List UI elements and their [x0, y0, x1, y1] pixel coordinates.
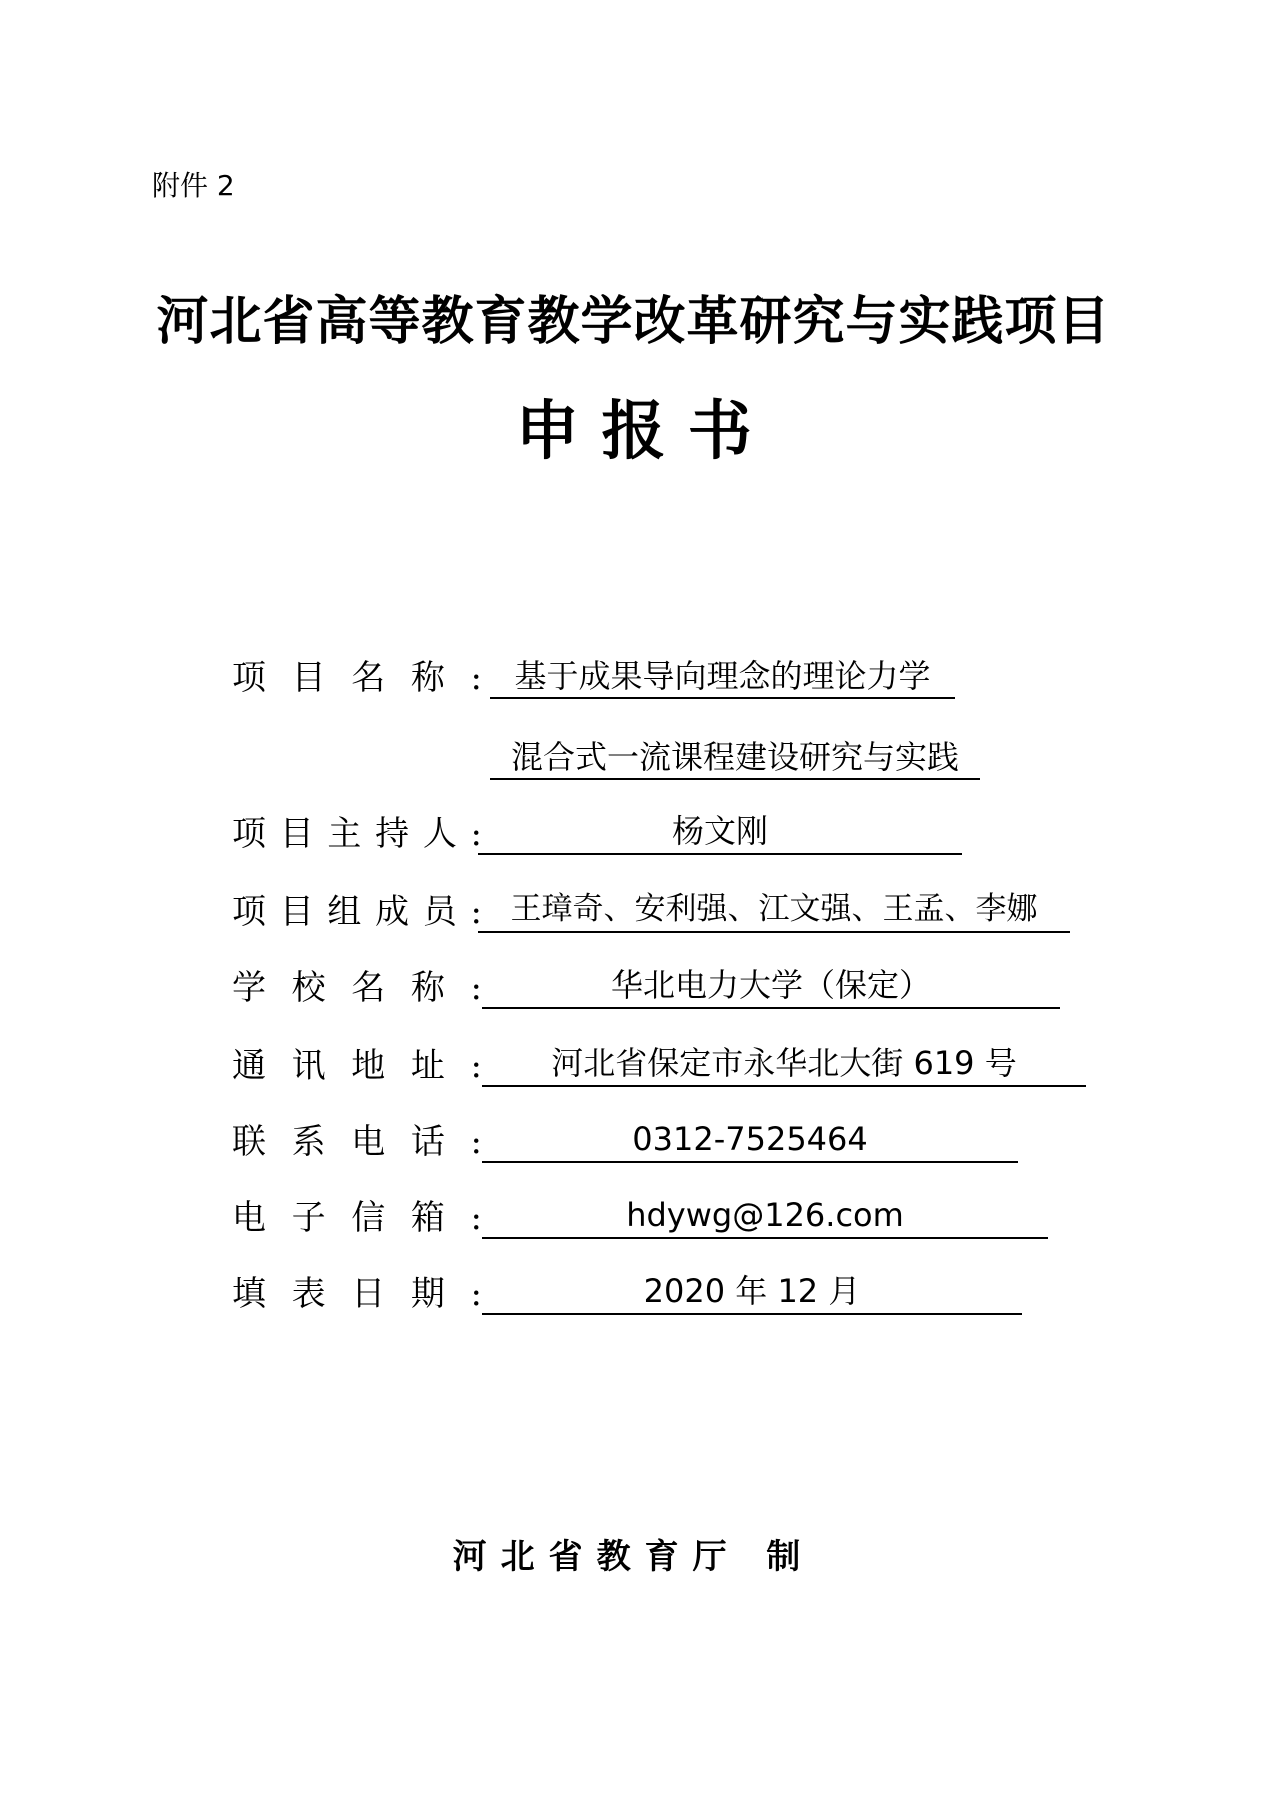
school-name-underline	[482, 1007, 1060, 1009]
label-char: 电	[232, 1198, 266, 1238]
label-char: 持	[375, 814, 410, 854]
label-char: 址	[410, 1046, 445, 1086]
label-colon: :	[470, 814, 482, 854]
label-char: 日	[351, 1274, 386, 1314]
label-char: 人	[422, 814, 457, 854]
fill-date-label	[232, 1272, 482, 1316]
label-char: 电	[351, 1122, 386, 1162]
label-char: 项	[232, 892, 266, 932]
email-value: hdywg@126.com	[626, 1196, 904, 1234]
school-name-value: 华北电力大学（保定）	[610, 966, 931, 1004]
label-char: 目	[279, 892, 314, 932]
label-char: 称	[410, 658, 445, 698]
label-char: 地	[351, 1046, 386, 1086]
fill-date-underline	[482, 1313, 1022, 1315]
project-name-underline-1	[490, 697, 955, 699]
label-colon: :	[470, 658, 482, 698]
label-char: 成	[375, 892, 410, 932]
label-char: 话	[410, 1122, 445, 1162]
phone-value: 0312-7525464	[632, 1120, 868, 1158]
fill-date-value: 2020 年 12 月	[643, 1272, 861, 1310]
project-members-underline	[478, 931, 1070, 933]
label-colon: :	[470, 1122, 482, 1162]
label-char: 组	[327, 892, 362, 932]
label-char: 通	[232, 1046, 266, 1086]
school-name-label	[232, 966, 482, 1010]
label-char: 目	[291, 658, 326, 698]
issuer-footer: 河北省教育厅 制	[452, 1537, 815, 1577]
label-colon: :	[470, 1046, 482, 1086]
label-colon: :	[470, 968, 482, 1008]
label-char: 主	[327, 814, 362, 854]
label-char: 名	[351, 968, 386, 1008]
phone-underline	[482, 1161, 1018, 1163]
project-name-value-line2: 混合式一流课程建设研究与实践	[510, 738, 959, 776]
label-char: 项	[232, 658, 266, 698]
label-char: 目	[279, 814, 314, 854]
label-char: 子	[291, 1198, 326, 1238]
email-label	[232, 1196, 482, 1240]
label-char: 信	[351, 1198, 386, 1238]
email-underline	[482, 1237, 1048, 1239]
label-char: 项	[232, 814, 266, 854]
project-name-value-line1: 基于成果导向理念的理论力学	[514, 657, 931, 695]
project-host-label	[232, 812, 482, 856]
project-members-value: 王璋奇、安利强、江文强、王孟、李娜	[510, 891, 1038, 927]
address-underline	[482, 1085, 1086, 1087]
attachment-label: 附件 2	[152, 169, 235, 202]
label-colon: :	[470, 892, 482, 932]
label-char: 系	[291, 1122, 326, 1162]
label-char: 校	[291, 968, 326, 1008]
project-members-label	[232, 890, 482, 934]
address-label	[232, 1044, 482, 1088]
label-char: 联	[232, 1122, 266, 1162]
label-char: 讯	[291, 1046, 326, 1086]
label-char: 箱	[410, 1198, 445, 1238]
label-colon: :	[470, 1198, 482, 1238]
label-char: 学	[232, 968, 266, 1008]
label-char: 名	[351, 658, 386, 698]
project-host-value: 杨文刚	[671, 812, 768, 850]
label-char: 填	[232, 1274, 266, 1314]
document-subtitle: 申 报 书	[515, 394, 752, 469]
label-char: 表	[291, 1274, 326, 1314]
label-colon: :	[470, 1274, 482, 1314]
project-host-underline	[478, 853, 962, 855]
project-name-label	[232, 656, 482, 700]
address-value: 河北省保定市永华北大街 619 号	[551, 1044, 1017, 1082]
label-char: 称	[410, 968, 445, 1008]
phone-label	[232, 1120, 482, 1164]
project-name-underline-2	[490, 778, 980, 780]
label-char: 期	[410, 1274, 445, 1314]
document-title: 河北省高等教育教学改革研究与实践项目	[156, 292, 1111, 352]
label-char: 员	[422, 892, 457, 932]
